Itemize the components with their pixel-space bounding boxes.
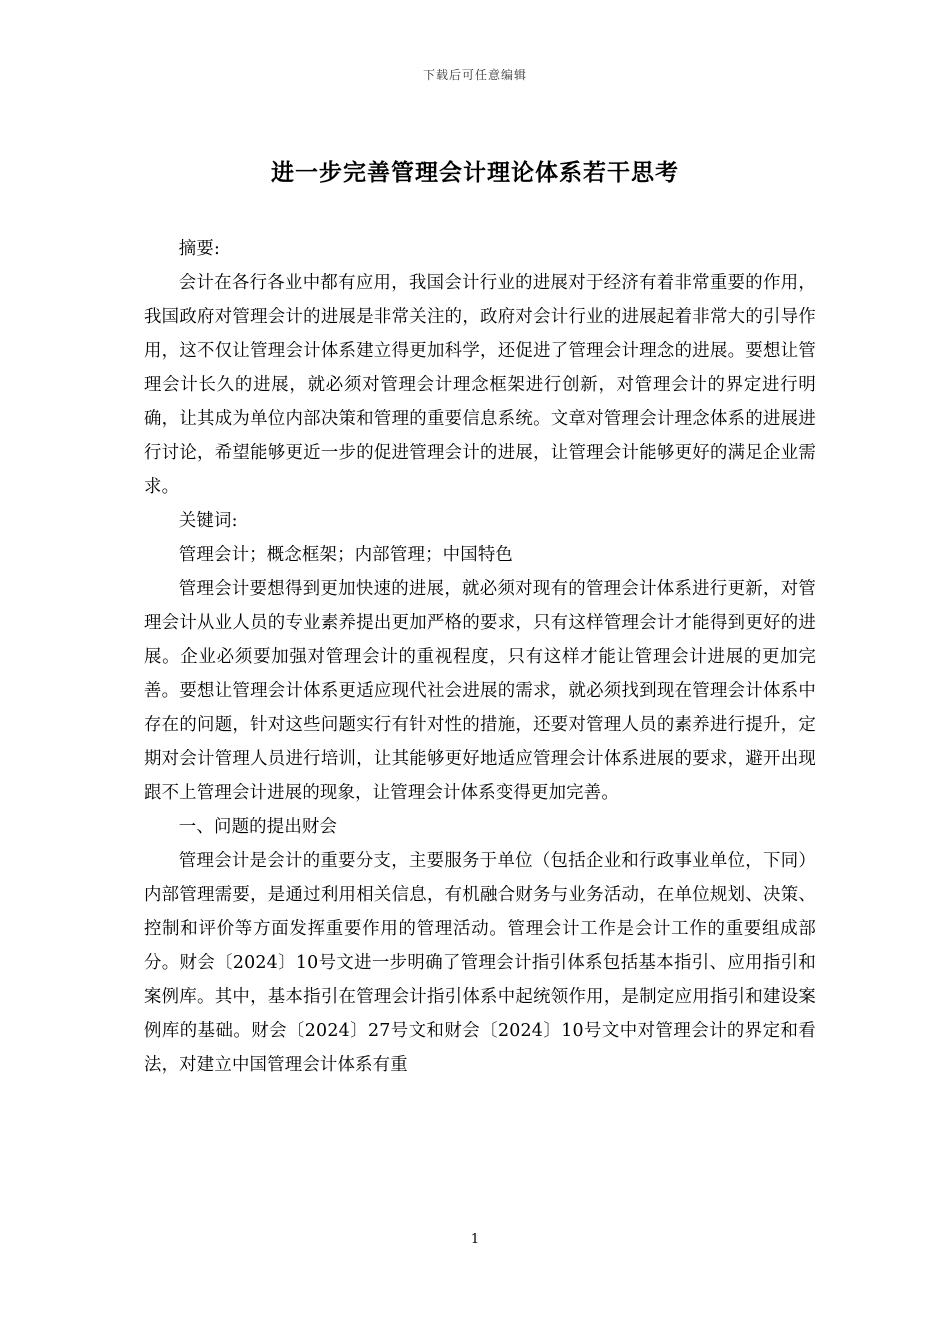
abstract-paragraph: 会计在各行各业中都有应用，我国会计行业的进展对于经济有着非常重要的作用，我国政府对管理会计的进展是非常关注的，政府对会计行业的进展起着非常大的引导作用，这不仅让管理会计体系建立得更加科学，还促进了管理会计理念的进展。要想让管理会计长久的进展，就必须对管理会计理念框架进行创新，对管理会计的界定进行明确，让其成为单位内部决策和管理的重要信息系统。文章对管理会计理念体系的进展进行讨论，希望能够更近一步的促进管理会计的进展，让管理会计能够更好的满足企业需求。	[144, 273, 816, 497]
header-note: 下载后可任意编辑	[422, 68, 527, 82]
section-paragraph: 管理会计是会计的重要分支，主要服务于单位（包括企业和行政事业单位，下同）内部管理需要，是通过利用相关信息，有机融合财务与业务活动，在单位规划、决策、控制和评价等方面发挥重要作用的管理活动。管理会计工作是会计工作的重要组成部分。财会〔2024〕10号文进一步明确了管理会计指引体系包括基本指引、应用指引和案例库。其中，基本指引在管理会计指引体系中起统领作用，是制定应用指引和建设案例库的基础。财会〔2024〕27号文和财会〔2024〕10号文中对管理会计的界定和看法，对建立中国管理会计体系有重	[144, 851, 816, 1075]
document-title: 进一步完善管理会计理论体系若干思考	[271, 159, 679, 186]
section-heading: 一、问题的提出财会	[178, 817, 338, 837]
keywords-paragraph: 管理会计；概念框架；内部管理；中国特色	[178, 545, 514, 565]
page-number: 1	[470, 1232, 480, 1247]
abstract-label: 摘要:	[178, 239, 221, 259]
intro-paragraph: 管理会计要想得到更加快速的进展，就必须对现有的管理会计体系进行更新，对管理会计从业人员的专业素养提出更加严格的要求，只有这样管理会计才能得到更好的进展。企业必须要加强对管理会计的重视程度，只有这样才能让管理会计进展的更加完善。要想让管理会计体系更适应现代社会进展的需求，就必须找到现在管理会计体系中存在的问题，针对这些问题实行有针对性的措施，还要对管理人员的素养进行提升，定期对会计管理人员进行培训，让其能够更好地适应管理会计体系进展的要求，避开出现跟不上管理会计进展的现象，让管理会计体系变得更加完善。	[144, 579, 816, 803]
document-body	[144, 232, 816, 1082]
keywords-label: 关键词:	[178, 511, 238, 531]
